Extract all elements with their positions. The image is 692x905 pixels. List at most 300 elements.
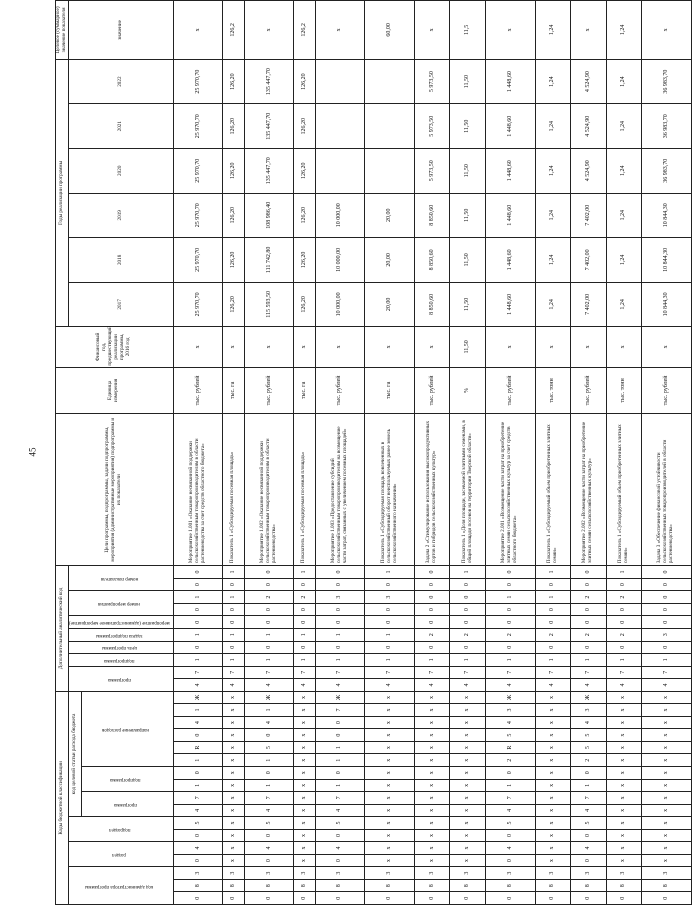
- code-cell: 4: [173, 804, 223, 817]
- code-cell: 3: [414, 867, 449, 880]
- code-cell: х: [450, 691, 485, 704]
- code-cell: 0: [244, 603, 294, 616]
- code-cell: 0: [642, 578, 692, 591]
- code-cell: 1: [244, 654, 294, 667]
- code-cell: 5: [571, 817, 606, 830]
- code-cell: х: [450, 716, 485, 729]
- target-value-cell: х: [414, 1, 449, 60]
- code-cell: 2: [294, 591, 315, 604]
- code-cell: х: [535, 829, 570, 842]
- code-cell: 1: [173, 654, 223, 667]
- code-cell: 8: [173, 879, 223, 892]
- code-cell: 1: [223, 654, 244, 667]
- year-value-cell: 126,20: [294, 148, 315, 193]
- code-cell: 7: [485, 792, 535, 805]
- code-cell: х: [223, 854, 244, 867]
- code-cell: 1: [315, 628, 365, 641]
- code-cell: х: [365, 691, 415, 704]
- code-cell: 0: [173, 616, 223, 629]
- code-cell: 4: [485, 842, 535, 855]
- year-2021-header: 2021: [68, 104, 173, 149]
- code-cell: 8: [294, 879, 315, 892]
- code-cell: х: [535, 817, 570, 830]
- code-cell: 3: [450, 867, 485, 880]
- code-cell: 0: [414, 566, 449, 579]
- code-cell: 4: [173, 842, 223, 855]
- code-cell: Ж: [173, 691, 223, 704]
- code-cell: 0: [244, 854, 294, 867]
- unit-cell: тыс. рублей: [642, 367, 692, 414]
- code-cell: х: [414, 716, 449, 729]
- item-name-cell: Задача 3 «Обеспечение финансовой устойчивости сельскохозяйственных товаропроизводителей в области растениеводства»: [642, 414, 692, 566]
- item-name-cell: Показатель 1 «Доля площади, засеваемой элитными семенами, в общей площади посевов на территории Тверской области»: [450, 414, 485, 566]
- code-cell: 0: [642, 616, 692, 629]
- code-cell: 1: [642, 654, 692, 667]
- code-cell: х: [223, 842, 244, 855]
- code-cell: 1: [365, 628, 415, 641]
- year-value-cell: 126,20: [223, 104, 244, 149]
- code-cell: 0: [294, 603, 315, 616]
- base-year-cell: 11,50: [450, 327, 485, 368]
- admin-code-header: код администратора программы: [68, 867, 173, 905]
- code-cell: 1: [535, 566, 570, 579]
- code-cell: 8: [485, 879, 535, 892]
- code-cell: 4: [173, 716, 223, 729]
- table-row: [606, 1, 641, 905]
- code-cell: 4: [485, 804, 535, 817]
- table-row: [365, 1, 415, 905]
- code-cell: 4: [365, 679, 415, 692]
- code-cell: 1: [450, 654, 485, 667]
- year-value-cell: 8 850,60: [414, 193, 449, 238]
- code-cell: 4: [315, 842, 365, 855]
- code-cell: 0: [315, 766, 365, 779]
- base-year-cell: х: [485, 327, 535, 368]
- code-cell: х: [535, 704, 570, 717]
- code-cell: 3: [315, 867, 365, 880]
- code-cell: 4: [450, 679, 485, 692]
- code-cell: 0: [485, 641, 535, 654]
- code-cell: R: [173, 741, 223, 754]
- extra-code-header: Дополнительный аналитический код: [56, 566, 69, 692]
- code-cell: х: [365, 766, 415, 779]
- code-cell: 0: [485, 566, 535, 579]
- code-cell: 7: [315, 792, 365, 805]
- code-cell: 0: [642, 566, 692, 579]
- code-cell: 2: [606, 628, 641, 641]
- code-cell: 7: [223, 666, 244, 679]
- code-cell: х: [535, 779, 570, 792]
- code-cell: х: [414, 792, 449, 805]
- code-cell: 1: [294, 566, 315, 579]
- year-value-cell: 25 970,70: [173, 148, 223, 193]
- code-cell: х: [414, 691, 449, 704]
- code-cell: 0: [642, 641, 692, 654]
- code-cell: х: [414, 729, 449, 742]
- table-row: [642, 1, 692, 905]
- code-cell: х: [535, 741, 570, 754]
- code-cell: 0: [606, 603, 641, 616]
- base-year-cell: х: [606, 327, 641, 368]
- code-cell: х: [294, 754, 315, 767]
- code-cell: 1: [535, 654, 570, 667]
- target-value-cell: 126,2: [223, 1, 244, 60]
- code-cell: 0: [414, 641, 449, 654]
- code-cell: х: [414, 854, 449, 867]
- code-cell: х: [642, 716, 692, 729]
- code-cell: 8: [414, 879, 449, 892]
- item-name-cell: Мероприятие 1.003 «Предоставление субсидий сельскохозяйственным товаропроизводителям на возмещение части затрат, связанных с увеличением посевных площадей»: [315, 414, 365, 566]
- code-cell: 3: [485, 867, 535, 880]
- code-cell: х: [223, 741, 244, 754]
- code-cell: 0: [315, 616, 365, 629]
- item-name-cell: Мероприятие 1.002 «Оказание несвязанной поддержки сельскохозяйственным товаропроизводителям в области растениеводства»: [244, 414, 294, 566]
- ext-mero-num-header: номер мероприятия: [68, 591, 173, 616]
- code-cell: х: [414, 754, 449, 767]
- year-value-cell: 1,24: [606, 193, 641, 238]
- code-cell: х: [642, 741, 692, 754]
- code-cell: 4: [294, 679, 315, 692]
- year-2019-header: 2019: [68, 193, 173, 238]
- direction-header: направление расходов: [81, 691, 173, 766]
- code-cell: 1: [294, 654, 315, 667]
- year-value-cell: 4 524,90: [571, 59, 606, 104]
- code-cell: х: [223, 729, 244, 742]
- target-value-cell: х: [485, 1, 535, 60]
- unit-cell: тыс. рублей: [315, 367, 365, 414]
- code-cell: х: [365, 792, 415, 805]
- code-cell: х: [606, 842, 641, 855]
- code-cell: х: [365, 704, 415, 717]
- code-cell: 7: [606, 666, 641, 679]
- code-cell: х: [535, 691, 570, 704]
- code-cell: х: [223, 716, 244, 729]
- unit-header: Единица измерения: [56, 367, 174, 414]
- year-value-cell: 36 983,70: [642, 59, 692, 104]
- unit-cell: тыс. рублей: [571, 367, 606, 414]
- code-cell: 0: [365, 603, 415, 616]
- year-value-cell: 10 000,00: [315, 193, 365, 238]
- code-cell: х: [606, 754, 641, 767]
- code-cell: 0: [485, 616, 535, 629]
- code-cell: х: [365, 779, 415, 792]
- code-cell: х: [294, 842, 315, 855]
- code-cell: х: [365, 854, 415, 867]
- code-cell: 1: [485, 591, 535, 604]
- ext-subprogram-header: подпрограмма: [68, 654, 173, 667]
- year-value-cell: 1,24: [535, 282, 570, 327]
- code-cell: 1: [315, 741, 365, 754]
- code-cell: 0: [365, 641, 415, 654]
- base-year-cell: х: [571, 327, 606, 368]
- code-cell: 8: [244, 879, 294, 892]
- code-cell: 8: [223, 879, 244, 892]
- year-value-cell: 126,20: [223, 59, 244, 104]
- code-cell: 0: [535, 616, 570, 629]
- code-cell: х: [223, 766, 244, 779]
- year-value-cell: 5 973,50: [414, 59, 449, 104]
- code-cell: 0: [414, 616, 449, 629]
- unit-cell: тыс. га: [223, 367, 244, 414]
- code-cell: 5: [571, 741, 606, 754]
- code-cell: 0: [414, 603, 449, 616]
- code-cell: 0: [244, 578, 294, 591]
- table-row: [223, 1, 244, 905]
- code-cell: 0: [244, 641, 294, 654]
- code-cell: х: [294, 854, 315, 867]
- code-cell: 0: [223, 616, 244, 629]
- code-cell: х: [642, 817, 692, 830]
- code-cell: 4: [571, 804, 606, 817]
- code-cell: х: [450, 704, 485, 717]
- code-cell: 7: [535, 666, 570, 679]
- code-cell: 0: [535, 603, 570, 616]
- code-cell: 0: [315, 641, 365, 654]
- code-cell: 3: [315, 591, 365, 604]
- item-name-cell: Показатель 1 «Субсидируемый объем приобретенных элитных семян»: [606, 414, 641, 566]
- year-value-cell: 5 973,50: [414, 148, 449, 193]
- code-cell: 1: [173, 704, 223, 717]
- unit-cell: тыс. рублей: [173, 367, 223, 414]
- year-value-cell: 5 973,50: [414, 104, 449, 149]
- code-cell: 0: [485, 603, 535, 616]
- ext-mero-header: мероприятие (административное мероприятие): [68, 616, 173, 629]
- code-cell: 0: [173, 641, 223, 654]
- code-cell: 0: [571, 616, 606, 629]
- target-header: Целевое (суммарное) значение показателя: [56, 1, 69, 60]
- code-cell: 0: [414, 578, 449, 591]
- code-cell: 4: [571, 716, 606, 729]
- code-cell: х: [642, 691, 692, 704]
- code-cell: 0: [535, 578, 570, 591]
- code-cell: 0: [571, 829, 606, 842]
- target-value-cell: 1,24: [606, 1, 641, 60]
- code-cell: х: [414, 704, 449, 717]
- code-cell: 3: [606, 867, 641, 880]
- code-cell: х: [606, 766, 641, 779]
- code-cell: х: [606, 829, 641, 842]
- code-cell: 8: [571, 879, 606, 892]
- code-cell: 3: [173, 867, 223, 880]
- unit-cell: тыс. тонн: [535, 367, 570, 414]
- year-value-cell: [365, 59, 415, 104]
- code-cell: 0: [571, 603, 606, 616]
- target-value-cell: х: [642, 1, 692, 60]
- code-cell: 2: [535, 628, 570, 641]
- year-value-cell: 1 448,60: [485, 193, 535, 238]
- code-cell: х: [450, 829, 485, 842]
- code-cell: х: [294, 716, 315, 729]
- target-value-cell: х: [173, 1, 223, 60]
- year-value-cell: 108 986,40: [244, 193, 294, 238]
- code-cell: Ж: [244, 691, 294, 704]
- year-value-cell: 1,24: [606, 282, 641, 327]
- target-value-cell: 1,24: [535, 1, 570, 60]
- value-header: значение: [68, 1, 173, 60]
- year-value-cell: 20,00: [365, 238, 415, 283]
- table-row: [414, 1, 449, 905]
- code-cell: 4: [173, 679, 223, 692]
- code-cell: 0: [294, 641, 315, 654]
- code-cell: 1: [535, 591, 570, 604]
- code-cell: х: [642, 704, 692, 717]
- code-cell: 8: [365, 879, 415, 892]
- code-cell: 7: [414, 666, 449, 679]
- code-cell: 5: [244, 817, 294, 830]
- code-cell: 8: [606, 879, 641, 892]
- code-cell: 1: [173, 591, 223, 604]
- year-value-cell: [315, 59, 365, 104]
- target-value-cell: 11,5: [450, 1, 485, 60]
- table-row: [450, 1, 485, 905]
- code-cell: х: [642, 804, 692, 817]
- table-row: [244, 1, 294, 905]
- year-value-cell: 126,20: [294, 238, 315, 283]
- year-value-cell: 1,24: [535, 193, 570, 238]
- base-year-cell: х: [244, 327, 294, 368]
- code-cell: 1: [173, 779, 223, 792]
- code-cell: х: [365, 754, 415, 767]
- code-cell: 4: [315, 679, 365, 692]
- code-cell: 0: [173, 829, 223, 842]
- code-cell: 7: [173, 792, 223, 805]
- code-cell: Ж: [485, 691, 535, 704]
- code-cell: 4: [485, 716, 535, 729]
- year-value-cell: 10 000,00: [315, 282, 365, 327]
- table-row: [571, 1, 606, 905]
- year-value-cell: 126,20: [294, 59, 315, 104]
- code-cell: 0: [315, 854, 365, 867]
- code-cell: 0: [571, 641, 606, 654]
- item-name-cell: Показатель 1 «Субсидируемый объем приобретенных элитных семян»: [535, 414, 570, 566]
- code-cell: 0: [315, 603, 365, 616]
- ext-program-header: программа: [68, 666, 173, 691]
- code-cell: х: [606, 779, 641, 792]
- code-cell: 1: [173, 754, 223, 767]
- code-cell: 0: [485, 766, 535, 779]
- code-cell: 1: [485, 654, 535, 667]
- code-cell: х: [414, 741, 449, 754]
- code-cell: 1: [244, 704, 294, 717]
- code-cell: 2: [450, 628, 485, 641]
- year-value-cell: 1,24: [535, 238, 570, 283]
- base-year-cell: х: [223, 327, 244, 368]
- code-cell: 2: [414, 628, 449, 641]
- year-value-cell: 126,20: [223, 282, 244, 327]
- code-cell: 4: [535, 679, 570, 692]
- year-value-cell: [315, 104, 365, 149]
- code-cell: 2: [571, 628, 606, 641]
- year-value-cell: 126,20: [294, 104, 315, 149]
- code-cell: х: [606, 704, 641, 717]
- base-year-cell: х: [365, 327, 415, 368]
- base-year-cell: х: [315, 327, 365, 368]
- code-cell: 5: [173, 817, 223, 830]
- code-cell: 3: [365, 867, 415, 880]
- code-cell: 1: [223, 566, 244, 579]
- code-cell: 4: [244, 804, 294, 817]
- code-cell: 4: [606, 679, 641, 692]
- code-cell: х: [365, 842, 415, 855]
- item-name-cell: Показатель 1 «Субсидируемая посевная площадь»: [294, 414, 315, 566]
- code-cell: х: [414, 817, 449, 830]
- code-cell: х: [606, 792, 641, 805]
- code-cell: х: [642, 842, 692, 855]
- code-cell: 0: [642, 892, 692, 905]
- code-cell: х: [535, 842, 570, 855]
- table-row: [485, 1, 535, 905]
- unit-cell: тыс. тонн: [606, 367, 641, 414]
- code-cell: х: [450, 779, 485, 792]
- code-cell: 3: [571, 867, 606, 880]
- code-cell: х: [414, 829, 449, 842]
- code-cell: 7: [571, 666, 606, 679]
- year-value-cell: 8 850,60: [414, 238, 449, 283]
- code-cell: х: [535, 729, 570, 742]
- year-value-cell: 20,00: [365, 282, 415, 327]
- code-cell: х: [294, 792, 315, 805]
- year-value-cell: 1,24: [606, 148, 641, 193]
- code-cell: х: [642, 779, 692, 792]
- code-cell: 1: [244, 628, 294, 641]
- code-cell: 1: [571, 779, 606, 792]
- table-row: [294, 1, 315, 905]
- code-cell: 0: [244, 616, 294, 629]
- code-cell: 0: [173, 766, 223, 779]
- code-cell: х: [606, 691, 641, 704]
- year-value-cell: 111 742,80: [244, 238, 294, 283]
- base-year-cell: х: [535, 327, 570, 368]
- code-cell: х: [294, 766, 315, 779]
- code-cell: 3: [642, 628, 692, 641]
- code-cell: 3: [294, 867, 315, 880]
- fin-year-header: Финансовый год, предшествующий реализации программы, 2016 год: [56, 327, 174, 368]
- code-cell: 0: [223, 578, 244, 591]
- code-cell: х: [535, 854, 570, 867]
- code-cell: 7: [173, 666, 223, 679]
- program-table: [55, 0, 692, 905]
- target-article-header: код целевой статьи расхода бюджета: [68, 691, 81, 816]
- code-cell: 7: [450, 666, 485, 679]
- item-name-cell: Показатель 1 «Субсидируемая площадь вовлеченных в сельскохозяйственный оборот неиспользуемых ранее земель сельскохозяйственного назначения»: [365, 414, 415, 566]
- year-value-cell: 7 402,00: [571, 193, 606, 238]
- code-cell: 2: [485, 628, 535, 641]
- code-cell: 0: [642, 591, 692, 604]
- code-cell: 4: [485, 679, 535, 692]
- code-cell: 4: [571, 679, 606, 692]
- code-cell: х: [606, 729, 641, 742]
- code-cell: 0: [244, 766, 294, 779]
- code-cell: х: [365, 829, 415, 842]
- ext-indicator-header: номер показателя: [68, 566, 173, 591]
- item-name-cell: Мероприятие 2.002 «Возмещение части затрат на приобретение элитных семян сельскохозяйственных культур»: [571, 414, 606, 566]
- code-cell: х: [535, 766, 570, 779]
- year-value-cell: 25 970,70: [173, 104, 223, 149]
- code-cell: 0: [365, 616, 415, 629]
- code-cell: х: [450, 842, 485, 855]
- code-cell: 0: [642, 603, 692, 616]
- code-cell: 4: [571, 842, 606, 855]
- code-cell: 4: [315, 804, 365, 817]
- year-value-cell: 1,24: [535, 148, 570, 193]
- target-value-cell: х: [315, 1, 365, 60]
- code-cell: х: [450, 729, 485, 742]
- code-cell: Ж: [315, 691, 365, 704]
- code-cell: 1: [450, 566, 485, 579]
- item-name-cell: Задача 2 «Стимулирование использования высокопродуктивных сортов и гибридов сельскохозяйственных культур»: [414, 414, 449, 566]
- code-cell: 0: [294, 578, 315, 591]
- code-cell: 0: [315, 578, 365, 591]
